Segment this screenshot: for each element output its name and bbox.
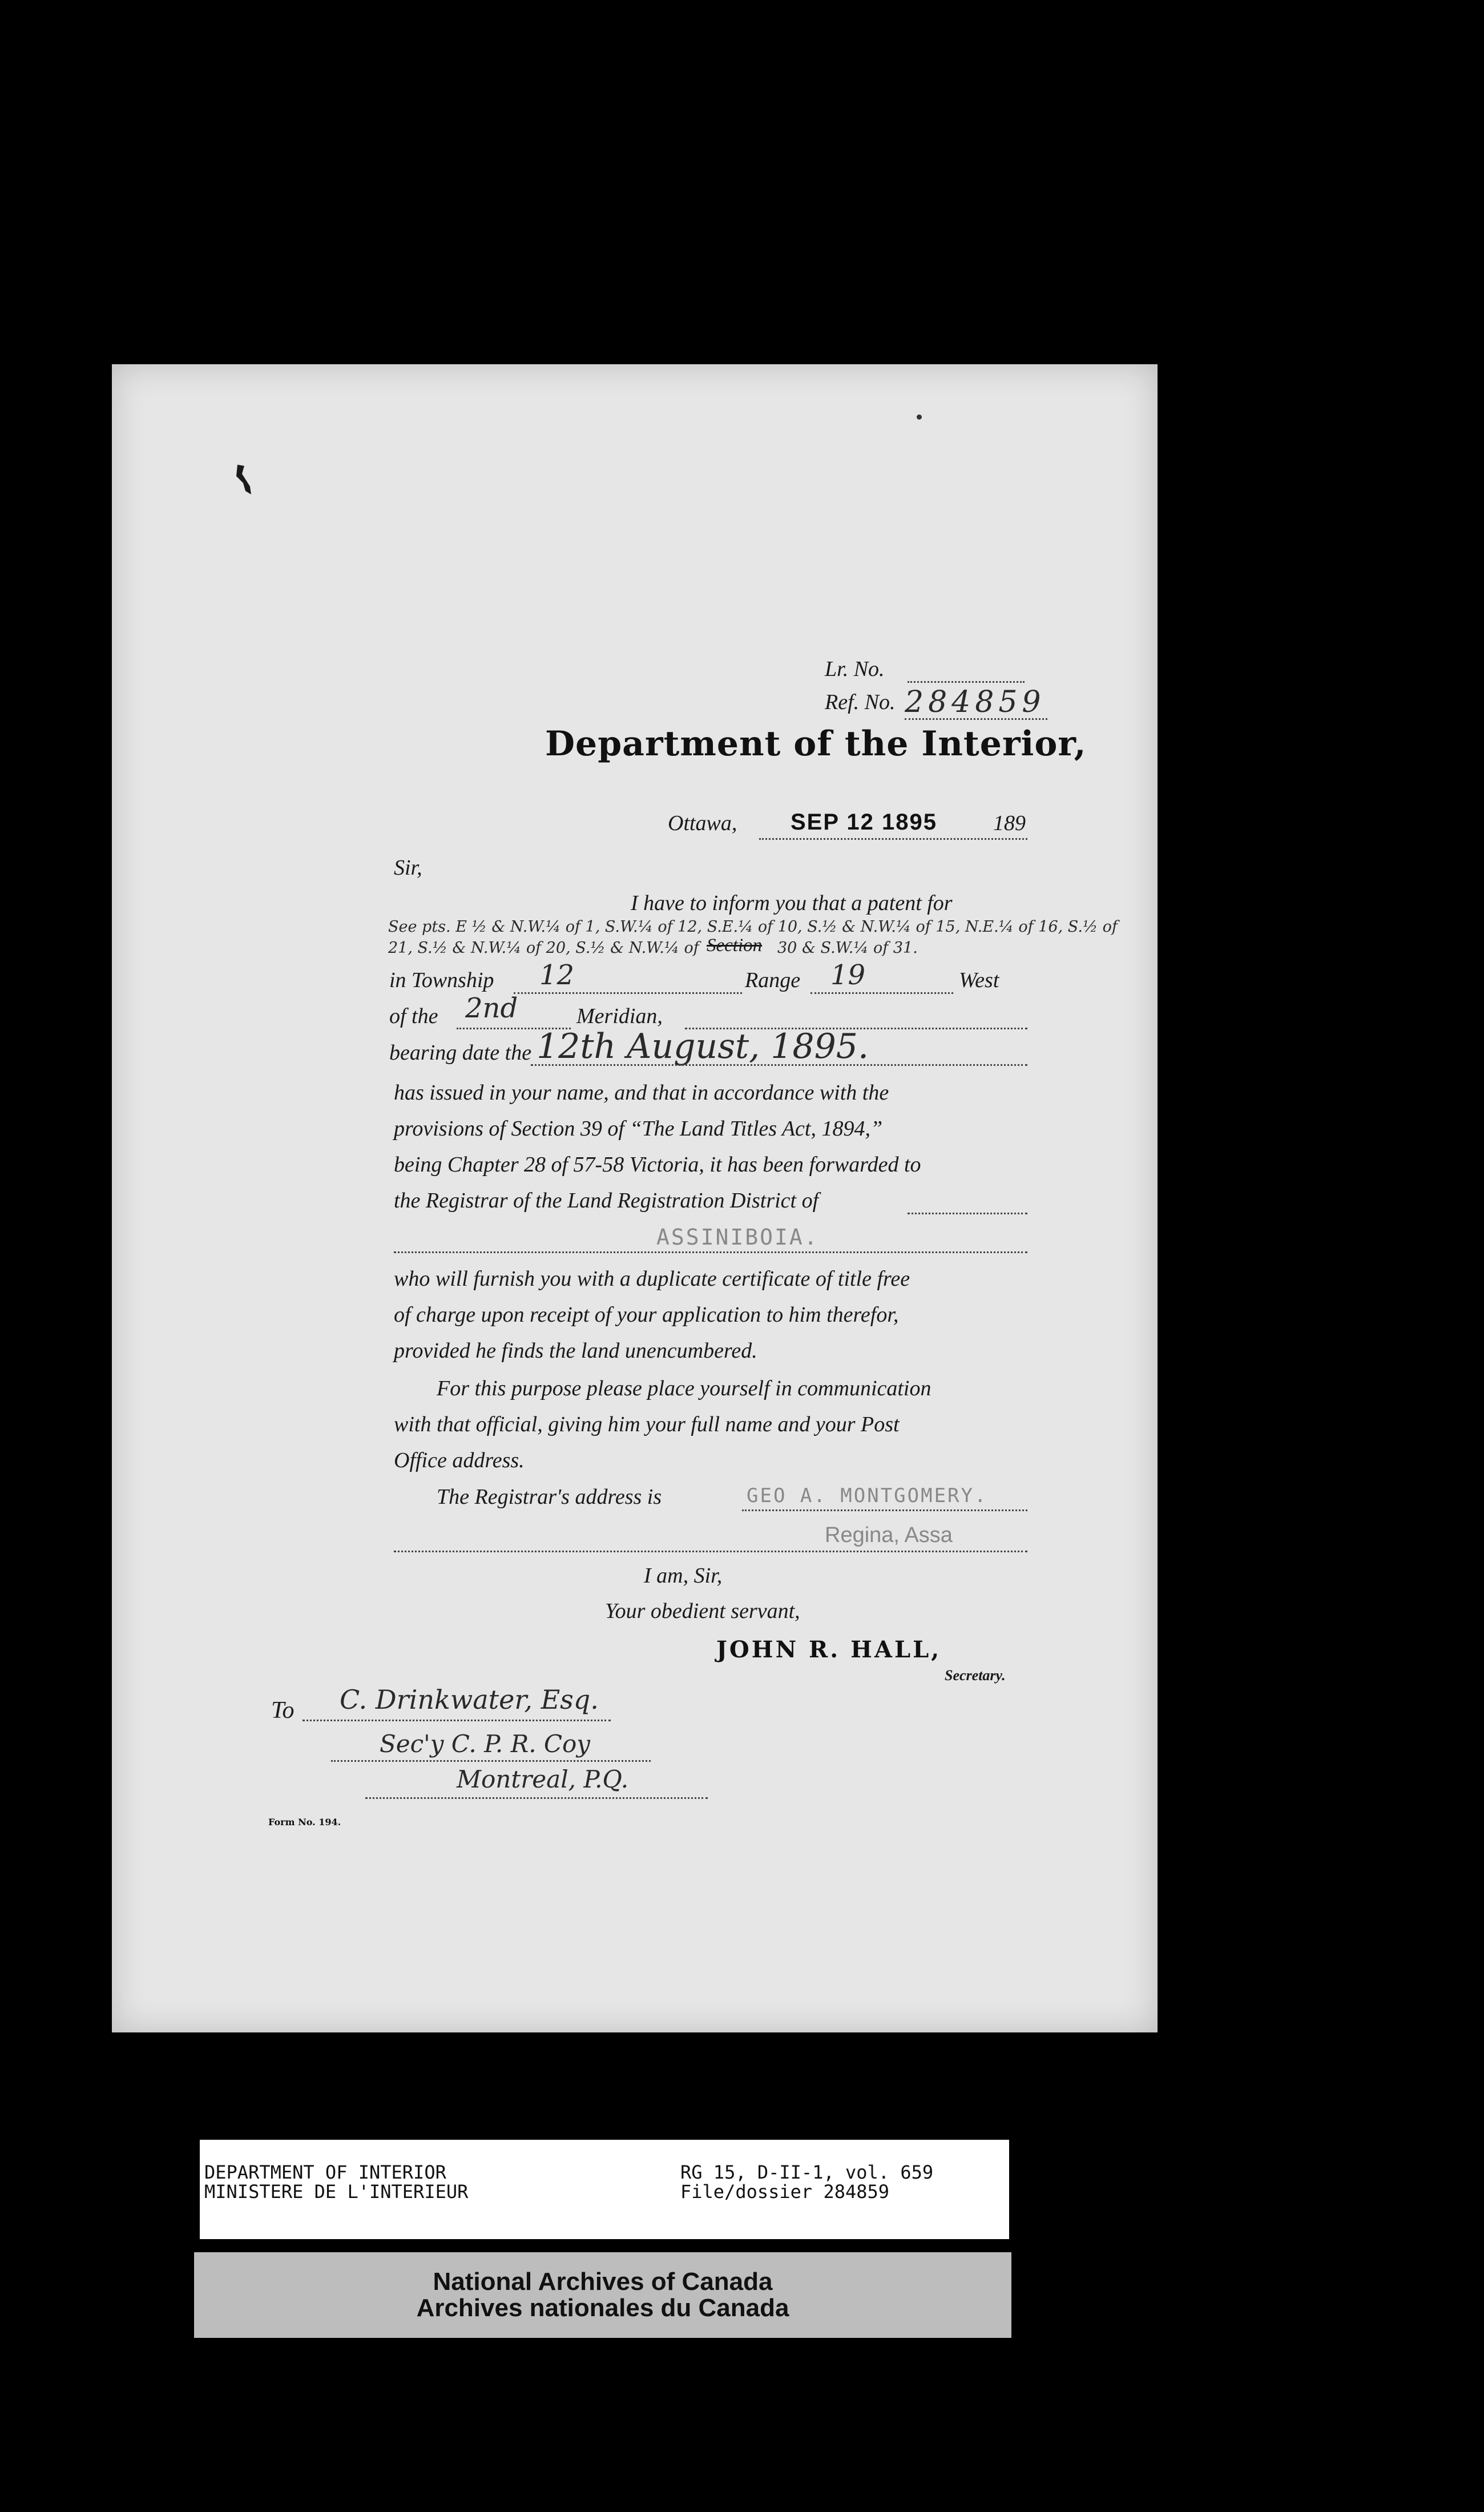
archive-dept-fr: MINISTERE DE L'INTERIEUR	[204, 2181, 469, 2203]
body2-line-2: of charge upon receipt of your application to him therefor,	[394, 1303, 899, 1327]
range-label: Range	[745, 968, 801, 992]
ref-no-value: 284859	[905, 685, 1046, 719]
to-label: To	[271, 1697, 295, 1724]
signature-title: Secretary.	[945, 1667, 1006, 1684]
meridian-label: Meridian,	[576, 1004, 663, 1028]
body3-line-2: with that official, giving him your full name and your Post	[394, 1412, 900, 1436]
body-line-4: the Registrar of the Land Registration District of	[394, 1189, 819, 1213]
lands-line-1: See pts. E ½ & N.W.¼ of 1, S.W.¼ of 12, S.E.¼ of 10, S.½ & N.W.¼ of 15, N.E.¼ of 16, S.½ of	[388, 918, 1118, 936]
addressee-rule-3	[365, 1797, 708, 1799]
closing-2: Your obedient servant,	[605, 1599, 800, 1623]
body-line-1: has issued in your name, and that in accordance with the	[394, 1081, 889, 1105]
archive-reference-label	[200, 2140, 1009, 2239]
addressee-rule-1	[303, 1720, 611, 1721]
department-title: Department of the Interior,	[545, 724, 1087, 764]
lr-no-line	[908, 681, 1025, 683]
archive-file: File/dossier 284859	[680, 2181, 890, 2203]
body2-line-3: provided he finds the land unencumbered.	[394, 1339, 757, 1363]
section-value: 30 & S.W.¼ of 31.	[777, 939, 918, 957]
date-line	[759, 838, 1027, 840]
body-line-2: provisions of Section 39 of “The Land Titles Act, 1894,”	[394, 1117, 883, 1141]
district-line-2	[394, 1251, 1027, 1253]
registrar-line-1	[742, 1509, 1027, 1511]
date-stamp: SEP 12 1895	[791, 810, 938, 835]
bearing-line	[531, 1064, 1027, 1066]
closing-1: I am, Sir,	[644, 1564, 723, 1588]
signature: JOHN R. HALL,	[716, 1636, 942, 1663]
year-suffix: 189	[993, 811, 1026, 835]
intro-text: I have to inform you that a patent for	[631, 891, 953, 915]
speck	[917, 414, 922, 420]
registrar-place: Regina, Assa	[825, 1523, 953, 1547]
salutation: Sir,	[394, 856, 422, 880]
range-value: 19	[830, 959, 866, 991]
body2-line-1: who will furnish you with a duplicate certificate of title free	[394, 1267, 910, 1291]
addressee-line-2: Sec'y C. P. R. Coy	[380, 1730, 591, 1758]
place-label: Ottawa,	[668, 811, 737, 835]
registrar-name: GEO A. MONTGOMERY.	[747, 1484, 988, 1507]
archives-banner	[194, 2252, 1011, 2338]
district-line-1	[908, 1213, 1027, 1214]
ref-no-label: Ref. No.	[825, 690, 896, 714]
registrar-line-2	[394, 1551, 1027, 1552]
lr-no-label: Lr. No.	[825, 657, 885, 681]
district-value: ASSINIBOIA.	[656, 1225, 819, 1250]
archives-name-fr: Archives nationales du Canada	[416, 2294, 789, 2322]
ref-no-line	[905, 718, 1047, 720]
bearing-value: 12th August, 1895.	[537, 1026, 869, 1066]
section-label: Section	[707, 935, 763, 956]
body3-line-1: For this purpose please place yourself in communication	[437, 1376, 931, 1400]
registrar-label: The Registrar's address is	[437, 1485, 662, 1509]
lands-line-2: 21, S.½ & N.W.¼ of 20, S.½ & N.W.¼ of	[388, 939, 699, 957]
corner-mark-icon	[234, 462, 253, 497]
township-line	[514, 992, 742, 994]
township-label: in Township	[389, 968, 494, 992]
archive-dept-en: DEPARTMENT OF INTERIOR	[204, 2161, 446, 2183]
addressee-line-3: Montreal, P.Q.	[457, 1765, 629, 1793]
body3-line-3: Office address.	[394, 1448, 525, 1472]
west-label: West	[959, 968, 999, 992]
township-value: 12	[539, 959, 575, 991]
addressee-line-1: C. Drinkwater, Esq.	[340, 1684, 599, 1715]
range-line	[810, 992, 953, 994]
meridian-value: 2nd	[465, 992, 518, 1024]
body-line-3: being Chapter 28 of 57-58 Victoria, it has been forwarded to	[394, 1153, 921, 1177]
form-number: Form No. 194.	[268, 1817, 341, 1827]
archives-name-en: National Archives of Canada	[433, 2268, 773, 2296]
addressee-rule-2	[331, 1760, 651, 1762]
bearing-label: bearing date the	[389, 1041, 532, 1065]
archive-ref: RG 15, D-II-1, vol. 659	[680, 2161, 934, 2183]
meridian-prefix: of the	[389, 1004, 438, 1028]
